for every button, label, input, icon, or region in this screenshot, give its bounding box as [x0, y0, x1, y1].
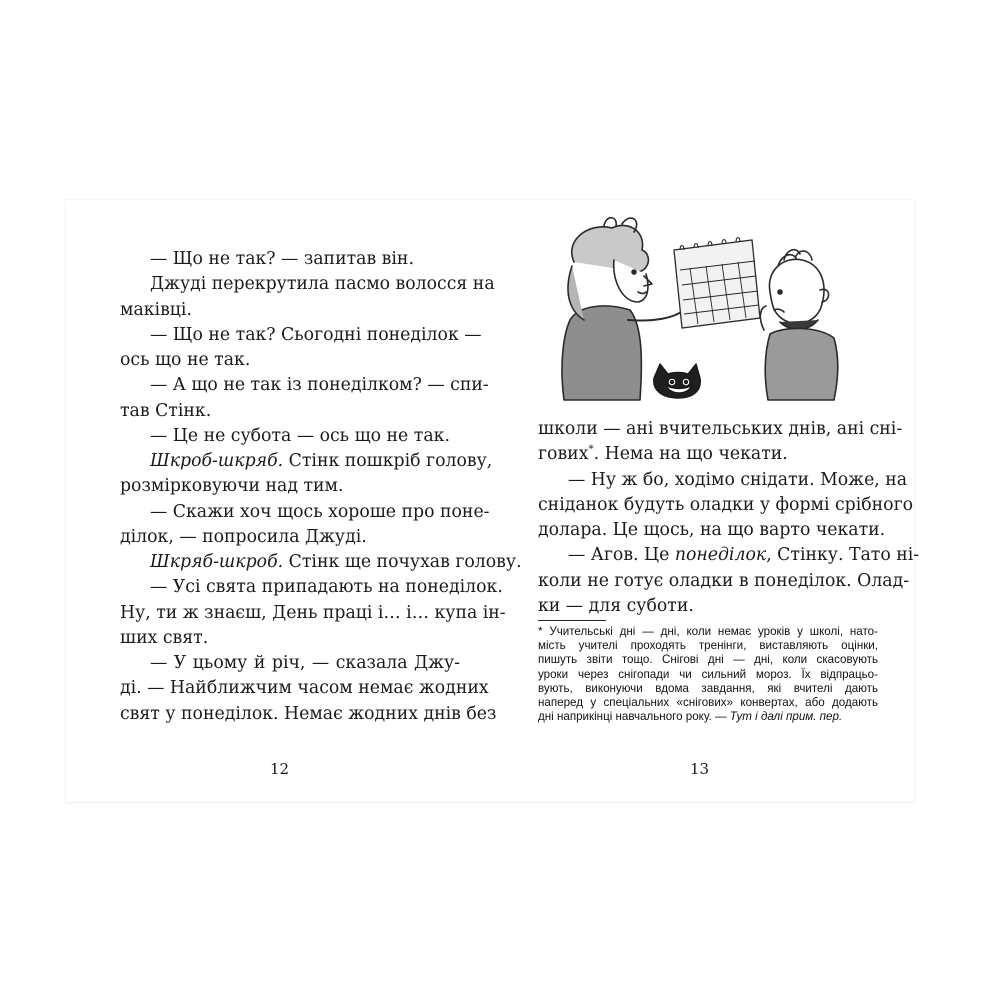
text-fragment: . Нема на що чекати.	[593, 444, 788, 465]
text-line: Ну, ти ж знаєш, День праці і… і… купа ін-	[120, 602, 506, 623]
sound-effect: Шкроб-шкряб.	[150, 451, 284, 471]
text-line: маківці.	[120, 299, 192, 320]
book-spread	[66, 200, 920, 802]
text-line: свят у понеділок. Немає жодних днів без	[120, 703, 497, 724]
text-fragment: гових	[538, 444, 589, 465]
footnote-line	[538, 710, 878, 724]
stink-eye	[778, 290, 782, 294]
text-fragment: дні наприкінці навчального року. —	[538, 710, 730, 724]
text-line: — Це не субота — ось що не так.	[150, 425, 450, 446]
footnote	[538, 625, 878, 724]
text-line: — У цьому й річ, — сказала Джу-	[150, 653, 460, 673]
judy-eye	[632, 270, 636, 274]
judy-arm	[628, 310, 684, 321]
text-line: ді. — Найближчим часом немає жодних	[120, 678, 489, 699]
footnote-line: уроки через снігопади чи сильний мороз. Їх відпрацьо-	[538, 667, 878, 681]
text-line: тав Стінк.	[120, 400, 212, 421]
text-fragment: , Стінку. Тато ні-	[766, 545, 920, 566]
right-page-text	[538, 417, 920, 619]
text-line: — Ну ж бо, ходімо снідати. Може, на	[568, 469, 908, 490]
page-number-left: 12	[270, 760, 290, 778]
page-number-right: 13	[690, 760, 710, 778]
text-line: долара. Це щось, на що варто чекати.	[538, 520, 886, 540]
text-line: коли не готує оладки в понеділок. Олад-	[538, 570, 910, 591]
cat-face	[654, 364, 701, 398]
text-line: — А що не так із понеділком? — спи-	[150, 375, 489, 396]
footnote-line: пишуть звіти тощо. Снігові дні — дні, коли скасовують	[538, 653, 878, 667]
text-line: розмірковуючи над тим.	[120, 476, 344, 497]
emphasis: понеділок	[674, 545, 767, 566]
text-fragment: Стінк пошкріб голову,	[288, 451, 493, 471]
footnote-line: вують, виконуючи вдома завдання, які вчителі дають	[538, 681, 878, 695]
text-fragment: — Агов. Це	[568, 545, 675, 566]
text-line: школи — ані вчительських днів, ані сні-	[538, 419, 903, 439]
text-line	[538, 442, 878, 467]
footnote-marker: *	[588, 443, 594, 456]
footnote-line: * Учительські дні — дні, коли немає уроків у школі, нато-	[538, 625, 878, 638]
judy-hair	[572, 225, 649, 272]
stink-hand	[760, 306, 766, 330]
translator-note: Тут і далі прим. пер.	[729, 710, 843, 724]
text-line	[538, 543, 920, 568]
text-fragment: Стінк ще почухав голову.	[288, 552, 522, 572]
right-page	[490, 200, 920, 802]
left-page-text	[120, 247, 522, 727]
text-line: — Усі свята припадають на понеділок.	[150, 577, 503, 598]
text-line: сніданок будуть оладки у формі срібного	[538, 494, 914, 515]
stink-body	[765, 328, 838, 400]
judy-hair-back	[568, 266, 584, 320]
left-page	[66, 200, 522, 802]
text-line	[120, 449, 493, 474]
footnote-rule	[538, 620, 606, 621]
judy-hair-spike	[604, 218, 616, 226]
sound-effect: Шкряб-шкроб.	[150, 552, 284, 572]
text-line	[120, 550, 522, 575]
judy-stink-calendar-illustration	[534, 210, 854, 410]
footnote-line: наперед у спеціальних «снігових» конвертах, або додають	[538, 695, 878, 709]
text-line: ділок, — попросила Джуді.	[120, 526, 367, 547]
text-line: ки — для суботи.	[538, 595, 694, 616]
calendar	[674, 238, 760, 329]
footnote-line: мість учителі проходять тренінги, виставляють оцінки,	[538, 639, 878, 653]
text-line: — Що не так? Сьогодні понеділок —	[150, 324, 482, 345]
text-line: Джуді перекрутила пасмо волосся на	[150, 274, 495, 295]
text-line: ших свят.	[120, 627, 209, 648]
text-line: — Що не так? — запитав він.	[150, 249, 414, 269]
text-line: ось що не так.	[120, 350, 251, 370]
text-line: — Скажи хоч щось хороше про поне-	[150, 501, 490, 522]
